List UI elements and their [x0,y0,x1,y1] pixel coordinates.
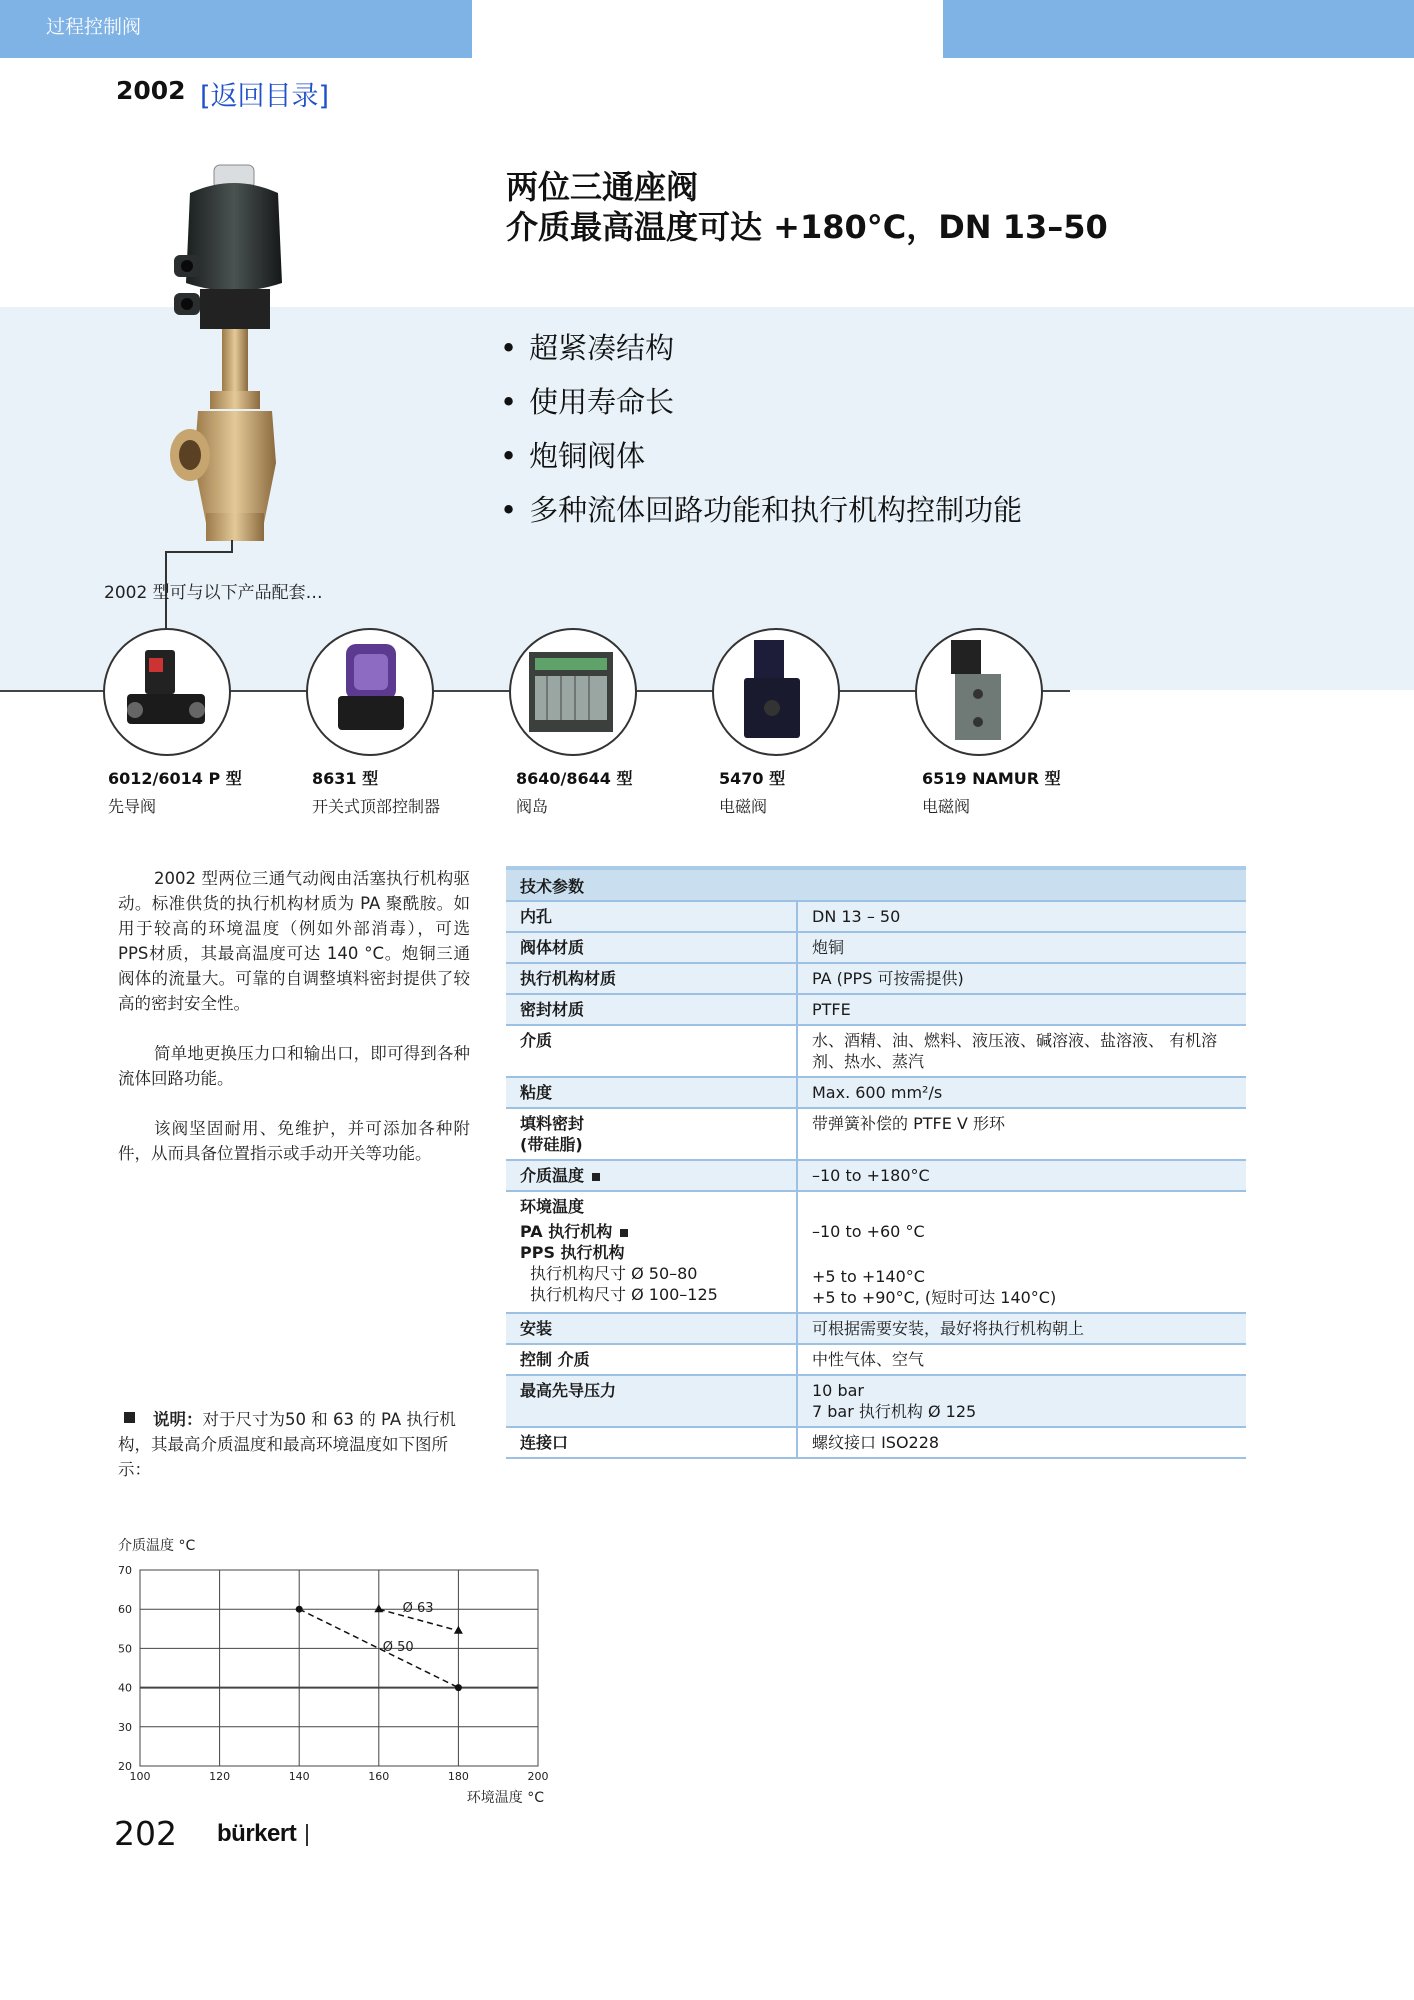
accessory-desc: 电磁阀 [922,797,971,816]
accessory-desc: 阀岛 [516,797,549,816]
data-point [454,1626,463,1634]
accessory-image-6519 [915,628,1043,756]
table-row [506,1313,1246,1344]
square-marker-icon [620,1229,628,1237]
accessory-desc: 先导阀 [108,797,157,816]
x-tick-label: 200 [527,1770,549,1783]
table-row [506,1191,1246,1313]
spec-label: 粘度 [506,1077,797,1108]
plot-frame [140,1570,538,1766]
spec-label: 阀体材质 [506,932,797,963]
model-number: 2002 [116,76,186,105]
compatibility-text: 2002 型可与以下产品配套… [104,583,323,603]
spec-label-pps: PPS 执行机构 [520,1243,625,1262]
spec-label: 内孔 [506,901,797,932]
spec-label-pps2: 执行机构尺寸 Ø 100–125 [530,1285,718,1304]
table-row [506,1077,1246,1108]
spec-label-main: 介质温度 [520,1166,585,1185]
header-bar-right [943,0,1414,58]
spec-value: Max. 600 mm²/s [797,1077,1246,1108]
back-to-contents-link[interactable]: [返回目录] [200,81,330,112]
note-text: 对于尺寸为50 和 63 的 PA 执行机构，其最高介质温度和最高环境温度如下图所示： [118,1410,456,1479]
spec-label-pps1: 执行机构尺寸 Ø 50–80 [530,1264,698,1283]
series-label: Ø 63 [402,1600,434,1616]
product-subtitle: 介质最高温度可达 +180°C，DN 13–50 [506,208,1108,246]
table-row [506,1427,1246,1458]
spec-label: 控制 介质 [506,1344,797,1375]
spec-label-pa: PA 执行机构 [520,1222,613,1241]
temperature-chart [100,1532,560,1812]
accessory-desc: 开关式顶部控制器 [312,797,441,816]
spec-value: 带弹簧补偿的 PTFE V 形环 [797,1108,1246,1160]
note-paragraph [118,1407,470,1482]
series-label: Ø 50 [382,1640,414,1656]
spec-value: 中性气体、空气 [797,1344,1246,1375]
table-row [506,1108,1246,1160]
data-point [455,1684,462,1691]
spec-label: 执行机构材质 [506,963,797,994]
table-row [506,1160,1246,1191]
product-title: 两位三通座阀 [506,168,699,206]
table-row [506,1375,1246,1427]
table-row [506,932,1246,963]
page-number: 202 [114,1814,177,1853]
description-paragraph: 简单地更换压力口和输出口，即可得到各种流体回路功能。 [118,1044,470,1088]
feature-item: • 多种流体回路功能和执行机构控制功能 [500,488,1022,542]
feature-list [500,326,1022,542]
table-row [506,1025,1246,1077]
spec-label [506,1191,797,1313]
y-tick-label: 20 [118,1760,132,1773]
spec-value: PTFE [797,994,1246,1025]
spec-label: 密封材质 [506,994,797,1025]
accessory-model: 6012/6014 P 型 [108,769,242,788]
accessory-model: 5470 型 [719,769,786,788]
data-point [374,1604,383,1612]
feature-item: • 使用寿命长 [500,380,1022,434]
spec-label: 安装 [506,1313,797,1344]
spec-label: 最高先导压力 [506,1375,797,1427]
accessory-image-6012 [103,628,231,756]
accessory-desc: 电磁阀 [719,797,768,816]
y-tick-label: 60 [118,1603,132,1617]
spec-value: 水、酒精、油、燃料、液压液、碱溶液、盐溶液、 有机溶剂、热水、蒸汽 [797,1025,1246,1077]
accessory-image-8631 [306,628,434,756]
x-tick-label: 140 [288,1770,310,1783]
y-axis-label: 介质温度 °C [118,1538,196,1554]
spec-value [797,1375,1246,1427]
feature-item: • 炮铜阀体 [500,434,1022,488]
table-row [506,1344,1246,1375]
y-tick-label: 70 [118,1564,132,1577]
spec-value: 螺纹接口 ISO228 [797,1427,1246,1458]
x-tick-label: 160 [368,1770,390,1783]
spec-label: 连接口 [506,1427,797,1458]
accessory-model: 8640/8644 型 [516,769,633,788]
spec-label: 介质 [506,1025,797,1077]
x-tick-label: 120 [209,1770,231,1783]
spec-label-main: 填料密封 [520,1114,585,1133]
spec-value: –10 to +180°C [797,1160,1246,1191]
spec-label-main: 环境温度 [520,1197,585,1216]
spec-value-pps1: +5 to +140°C [812,1267,925,1286]
spec-value: 可根据需要安装，最好将执行机构朝上 [797,1313,1246,1344]
x-tick-label: 180 [447,1770,469,1783]
y-tick-label: 50 [118,1642,132,1656]
accessory-image-8640 [509,628,637,756]
spec-value: PA (PPS 可按需提供) [797,963,1246,994]
data-point [296,1606,303,1613]
section-title: 过程控制阀 [46,16,142,38]
y-tick-label: 40 [118,1681,132,1695]
note-label: 说明： [153,1410,203,1429]
spec-label-sub: (带硅脂) [520,1135,583,1154]
footer-divider [306,1824,308,1846]
x-tick-label: 100 [129,1770,151,1783]
spec-value-line: 10 bar [812,1381,864,1400]
spec-heading: 技术参数 [506,870,1246,901]
spec-value: 炮铜 [797,932,1246,963]
x-axis-label: 环境温度 °C [466,1790,544,1806]
spec-value-pps2: +5 to +90°C, (短时可达 140°C) [812,1288,1057,1307]
table-row [506,994,1246,1025]
accessory-model: 6519 NAMUR 型 [922,769,1061,788]
feature-item: • 超紧凑结构 [500,326,1022,380]
spec-label [506,1108,797,1160]
table-row [506,963,1246,994]
table-row [506,901,1246,932]
spec-value-pa: –10 to +60 °C [812,1222,925,1241]
accessory-image-5470 [712,628,840,756]
brand-logo: bürkert [217,1820,297,1847]
description-paragraph: 2002 型两位三通气动阀由活塞执行机构驱动。标准供货的执行机构材质为 PA 聚酰胺。如用于较高的环境温度（例如外部消毒），可选 PPS材质，其最高温度可达 140 °C。炮铜三通阀体的流量大。可靠的自调整填料密封提供了较高的密封安全性。 [118,869,470,1013]
square-bullet-icon [124,1412,135,1423]
spec-label [506,1160,797,1191]
description-paragraph: 该阀坚固耐用、免维护，并可添加各种附件，从而具备位置指示或手动开关等功能。 [118,1119,470,1163]
spec-value-line: 7 bar 执行机构 Ø 125 [812,1402,977,1421]
square-marker-icon [592,1173,600,1181]
spec-value [797,1191,1246,1313]
accessory-model: 8631 型 [312,769,379,788]
y-tick-label: 30 [118,1720,132,1734]
valve-product-image [160,163,310,545]
spec-table [506,870,1246,1459]
spec-value: DN 13 – 50 [797,901,1246,932]
